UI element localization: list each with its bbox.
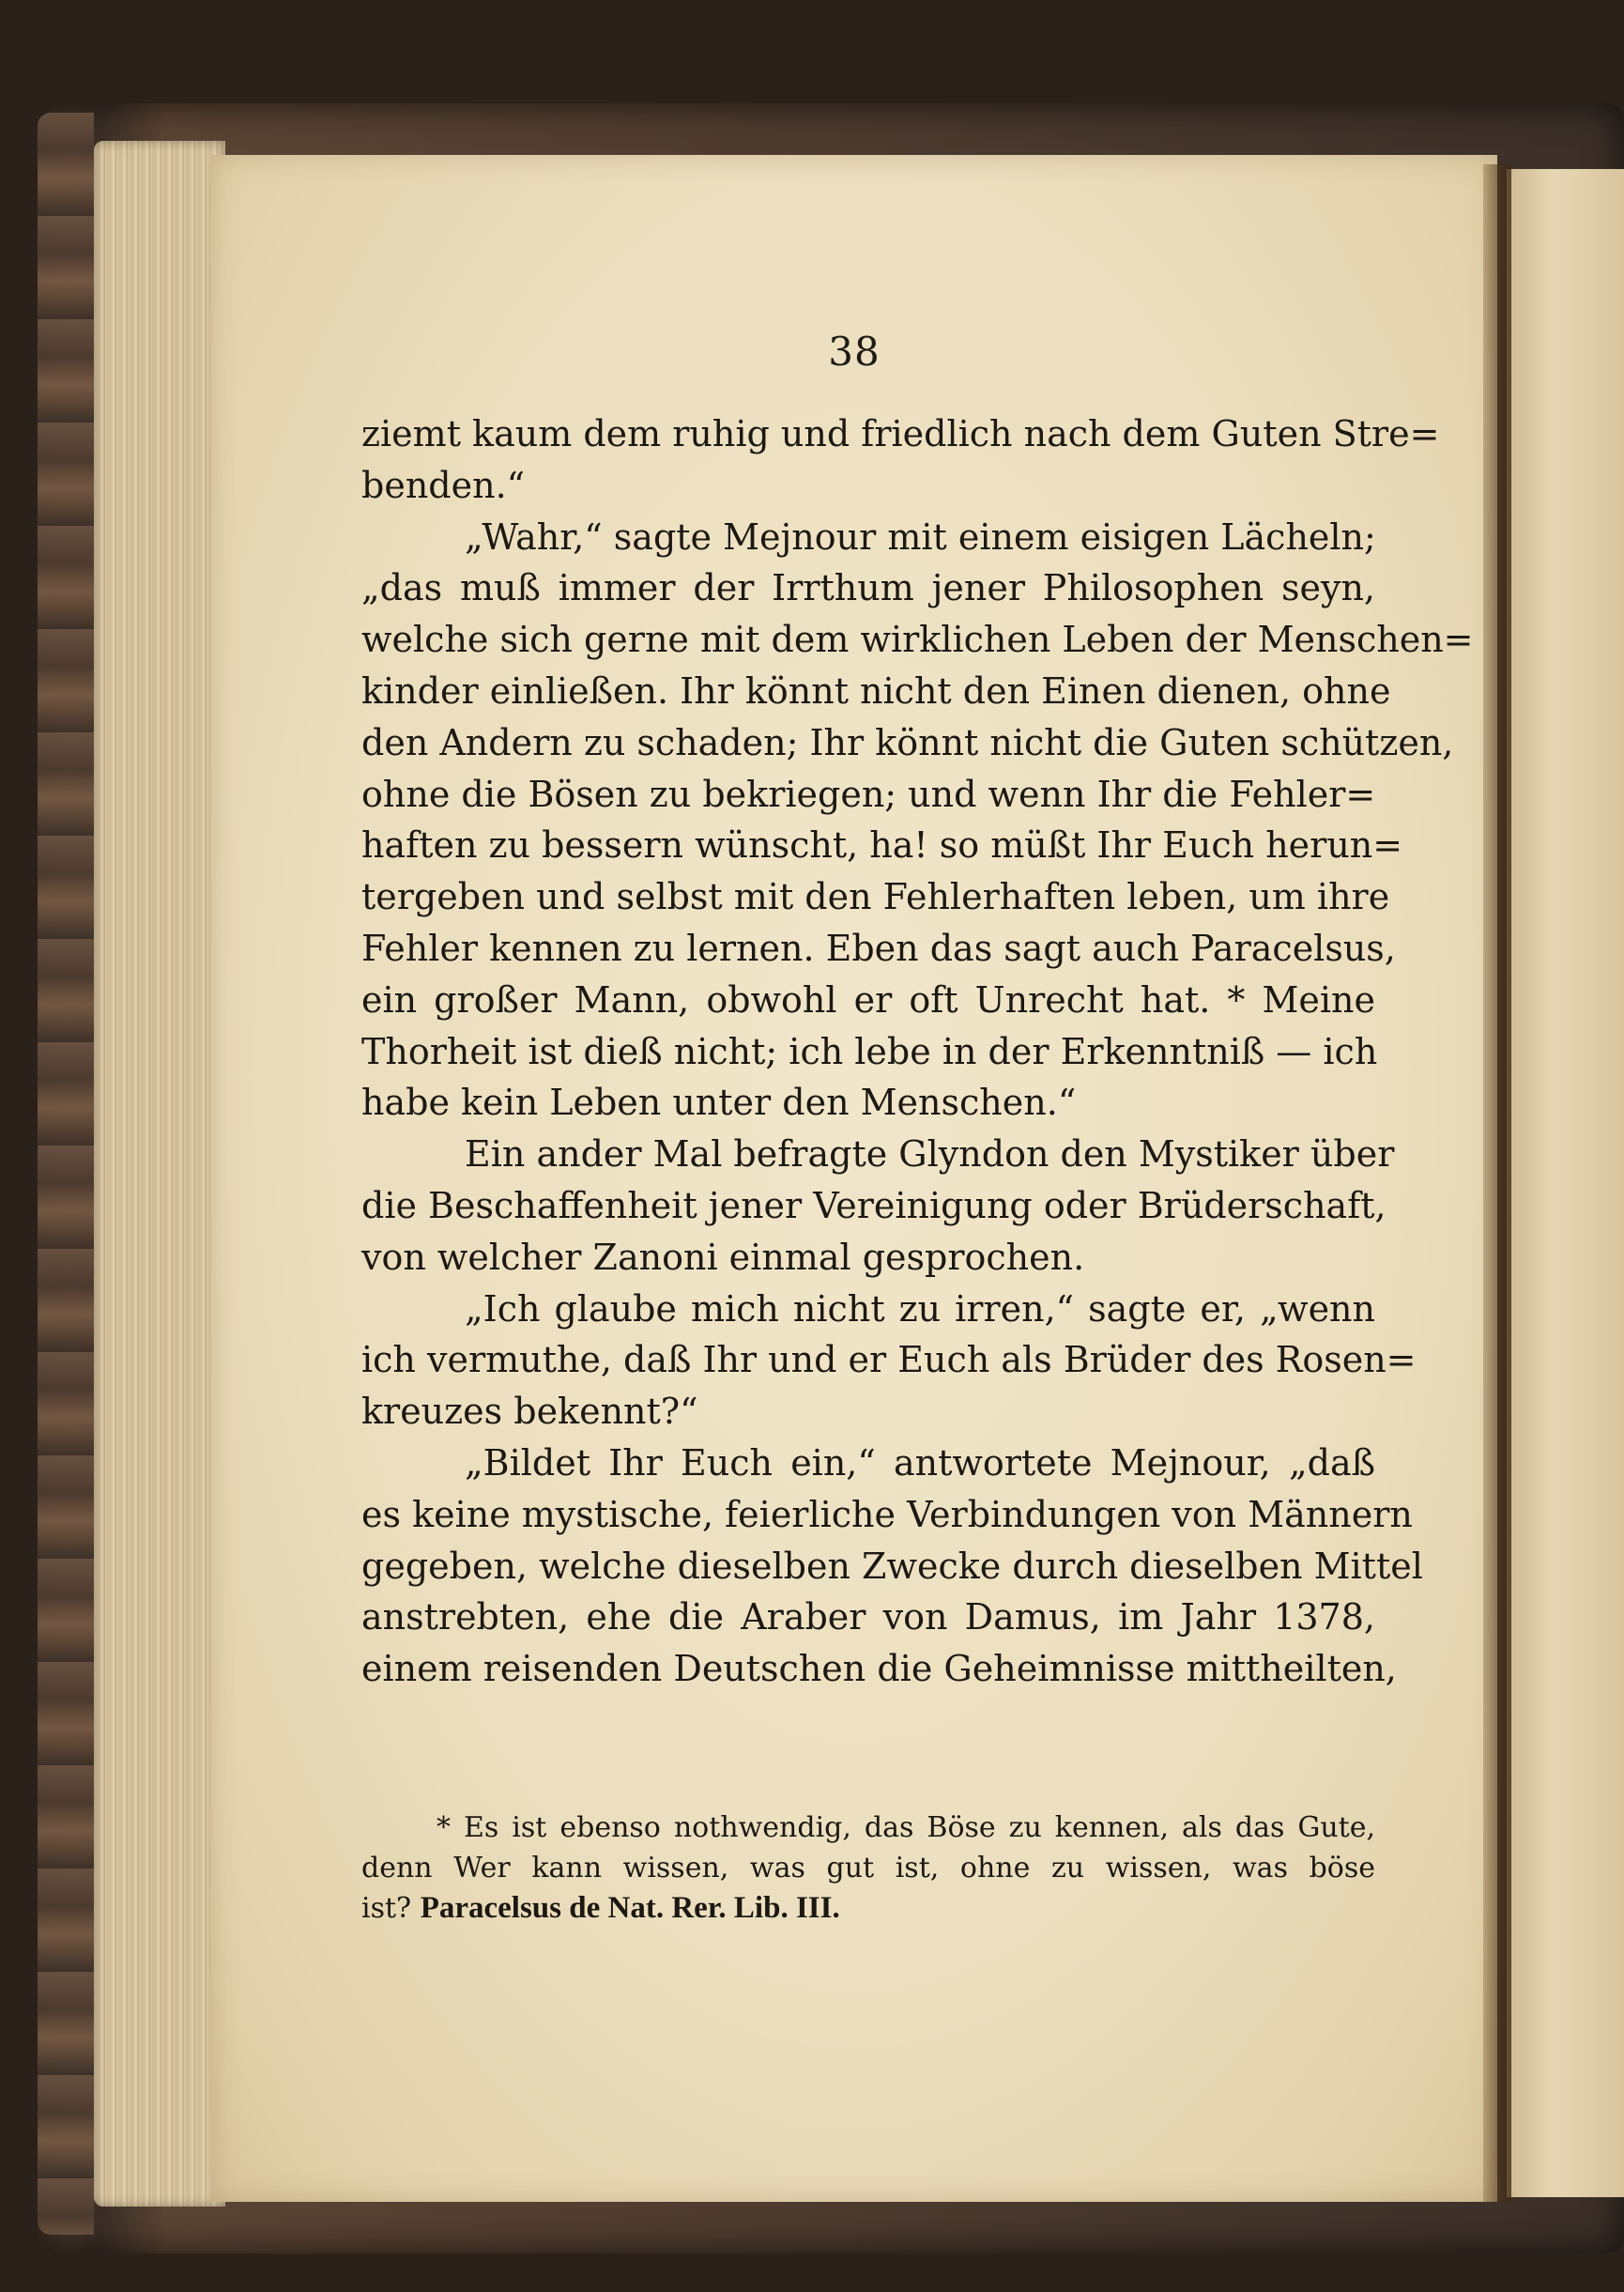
text-line: kreuzes bekennt?“ — [361, 1391, 698, 1433]
text-line: ich vermuthe, daß Ihr und er Euch als Brüder des Rosen= — [361, 1339, 1417, 1381]
text-line: ein großer Mann, obwohl er oft Unrecht hat. * Meine — [361, 978, 1375, 1021]
text-line: „Wahr,“ sagte Mejnour mit einem eisigen Lächeln; — [465, 515, 1376, 558]
book-gutter — [1483, 164, 1511, 2202]
footnote-line: * Es ist ebenso nothwendig, das Böse zu kennen, als das Gute, — [437, 1811, 1375, 1844]
footnote-line — [361, 1888, 1375, 1929]
body-text — [361, 408, 1474, 1695]
text-line: einem reisenden Deutschen die Geheimnisse mittheilten, — [361, 1648, 1397, 1690]
facing-page-edge — [1507, 169, 1624, 2197]
text-line: benden.“ — [361, 464, 526, 506]
footnote-text: ist? — [361, 1892, 412, 1925]
text-line: es keine mystische, feierliche Verbindungen von Männern — [361, 1493, 1413, 1535]
text-line: ziemt kaum dem ruhig und friedlich nach dem Guten Stre= — [361, 413, 1440, 454]
page-number: 38 — [828, 329, 881, 375]
text-line: ohne die Bösen zu bekriegen; und wenn Ihr die Fehler= — [361, 773, 1376, 815]
book-spine-edge — [38, 113, 94, 2235]
footnote — [361, 1807, 1375, 1929]
page-edges-stack — [94, 141, 225, 2207]
footnote-line: denn Wer kann wissen, was gut ist, ohne zu wissen, was böse — [361, 1852, 1375, 1884]
text-line: von welcher Zanoni einmal gesprochen. — [361, 1236, 1085, 1278]
text-line: haften zu bessern wünscht, ha! so müßt Ihr Euch herun= — [361, 824, 1403, 867]
text-line: „Bildet Ihr Euch ein,“ antwortete Mejnour, „daß — [465, 1441, 1375, 1484]
text-line: gegeben, welche dieselben Zwecke durch dieselben Mittel — [361, 1545, 1423, 1587]
text-line: tergeben und selbst mit den Fehlerhaften leben, um ihre — [361, 876, 1390, 918]
text-line: welche sich gerne mit dem wirklichen Leben der Menschen= — [361, 619, 1474, 661]
text-line: „Ich glaube mich nicht zu irren,“ sagte er, „wenn — [465, 1287, 1375, 1330]
text-line: habe kein Leben unter den Menschen.“ — [361, 1082, 1077, 1124]
text-line: kinder einließen. Ihr könnt nicht den Einen dienen, ohne — [361, 669, 1391, 712]
text-line: die Beschaffenheit jener Vereinigung oder Brüderschaft, — [361, 1184, 1387, 1226]
text-line: „das muß immer der Irrthum jener Philosophen seyn, — [361, 567, 1375, 609]
text-line: Ein ander Mal befragte Glyndon den Mystiker über — [465, 1133, 1395, 1176]
text-line: Fehler kennen zu lernen. Eben das sagt auch Paracelsus, — [361, 927, 1396, 969]
text-line: anstrebten, ehe die Araber von Damus, im Jahr 1378, — [361, 1596, 1375, 1638]
text-line: Thorheit ist dieß nicht; ich lebe in der Erkenntniß — ich — [361, 1030, 1378, 1072]
footnote-citation: Paracelsus de Nat. Rer. Lib. III. — [420, 1891, 840, 1925]
text-line: den Andern zu schaden; Ihr könnt nicht die Guten schützen, — [361, 721, 1454, 763]
book-page — [211, 155, 1497, 2202]
